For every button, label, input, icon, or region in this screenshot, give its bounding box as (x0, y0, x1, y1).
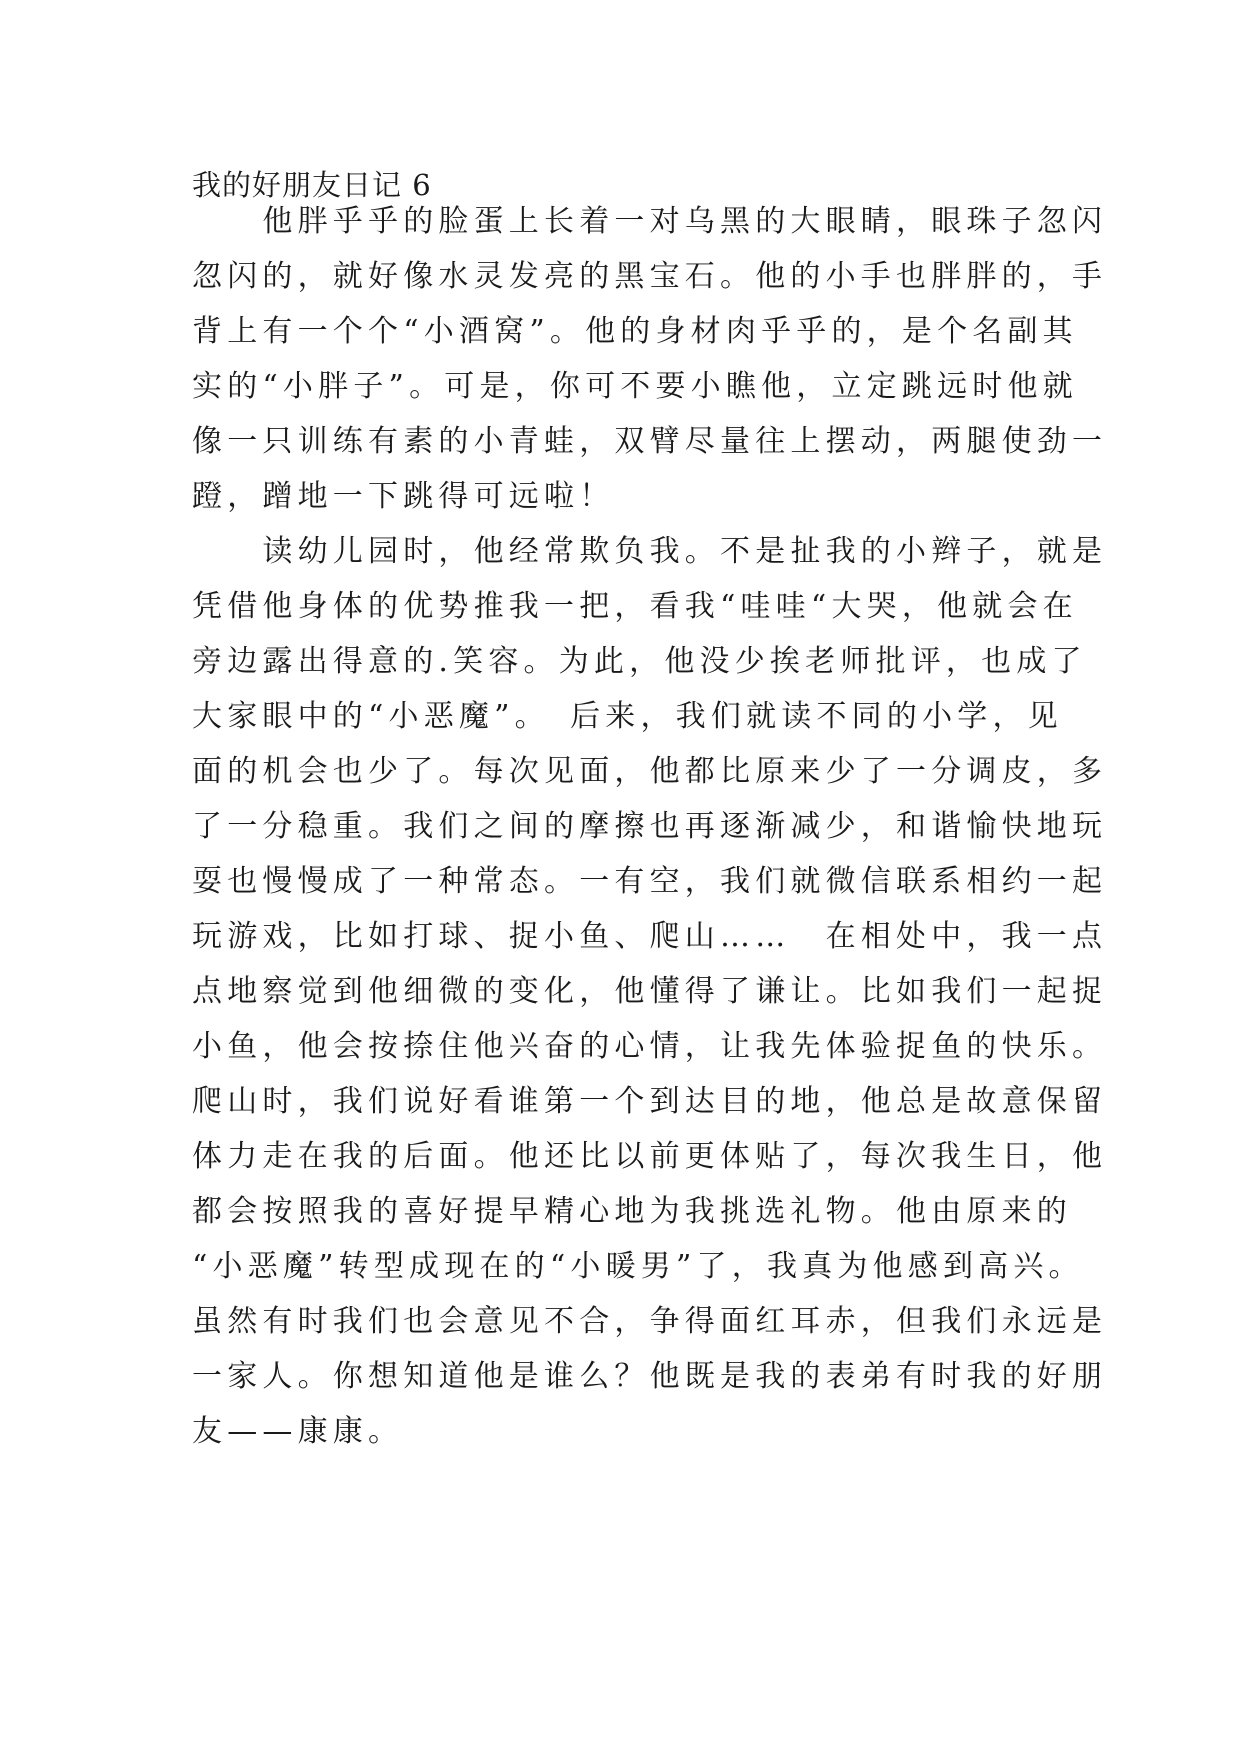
text-line: 点地察觉到他细微的变化，他懂得了谦让。比如我们一起捉 (192, 974, 1108, 1009)
text-line: 他胖乎乎的脸蛋上长着一对乌黑的大眼睛，眼珠子忽闪 (192, 204, 1108, 239)
text-line: 面的机会也少了。每次见面，他都比原来少了一分调皮，多 (192, 754, 1108, 789)
text-line: 旁边露出得意的.笑容。为此，他没少挨老师批评，也成了 (192, 644, 1087, 679)
text-line: 爬山时，我们说好看谁第一个到达目的地，他总是故意保留 (192, 1084, 1108, 1119)
text-line: 都会按照我的喜好提早精心地为我挑选礼物。他由原来的 (192, 1194, 1072, 1229)
text-line: 背上有一个个“小酒窝”。他的身材肉乎乎的，是个名副其 (192, 314, 1078, 349)
document-title: 我的好朋友日记 6 (192, 168, 432, 202)
text-line: 蹬，蹭地一下跳得可远啦！ (192, 479, 615, 514)
text-line: 耍也慢慢成了一种常态。一有空，我们就微信联系相约一起 (192, 864, 1108, 899)
text-line: 玩游戏，比如打球、捉小鱼、爬山…… 在相处中，我一点 (192, 919, 1108, 954)
text-line: 一家人。你想知道他是谁么？他既是我的表弟有时我的好朋 (192, 1359, 1108, 1394)
text-line: 大家眼中的“小恶魔”。 后来，我们就读不同的小学，见 (192, 699, 1063, 734)
text-line: 像一只训练有素的小青蛙，双臂尽量往上摆动，两腿使劲一 (192, 424, 1108, 459)
text-line: 读幼儿园时，他经常欺负我。不是扯我的小辫子，就是 (192, 534, 1108, 569)
text-line: 实的“小胖子”。可是，你可不要小瞧他，立定跳远时他就 (192, 369, 1078, 404)
text-line: 凭借他身体的优势推我一把，看我“哇哇“大哭，他就会在 (192, 589, 1078, 624)
text-line: 虽然有时我们也会意见不合，争得面红耳赤，但我们永远是 (192, 1304, 1108, 1339)
text-line: 友——康康。 (192, 1414, 404, 1449)
text-line: 小鱼，他会按捺住他兴奋的心情，让我先体验捉鱼的快乐。 (192, 1029, 1108, 1064)
text-line: 忽闪的，就好像水灵发亮的黑宝石。他的小手也胖胖的，手 (192, 259, 1108, 294)
text-line: “小恶魔”转型成现在的“小暖男”了，我真为他感到高兴。 (192, 1249, 1084, 1284)
text-line: 体力走在我的后面。他还比以前更体贴了，每次我生日，他 (192, 1139, 1108, 1174)
text-line: 了一分稳重。我们之间的摩擦也再逐渐减少，和谐愉快地玩 (192, 809, 1108, 844)
